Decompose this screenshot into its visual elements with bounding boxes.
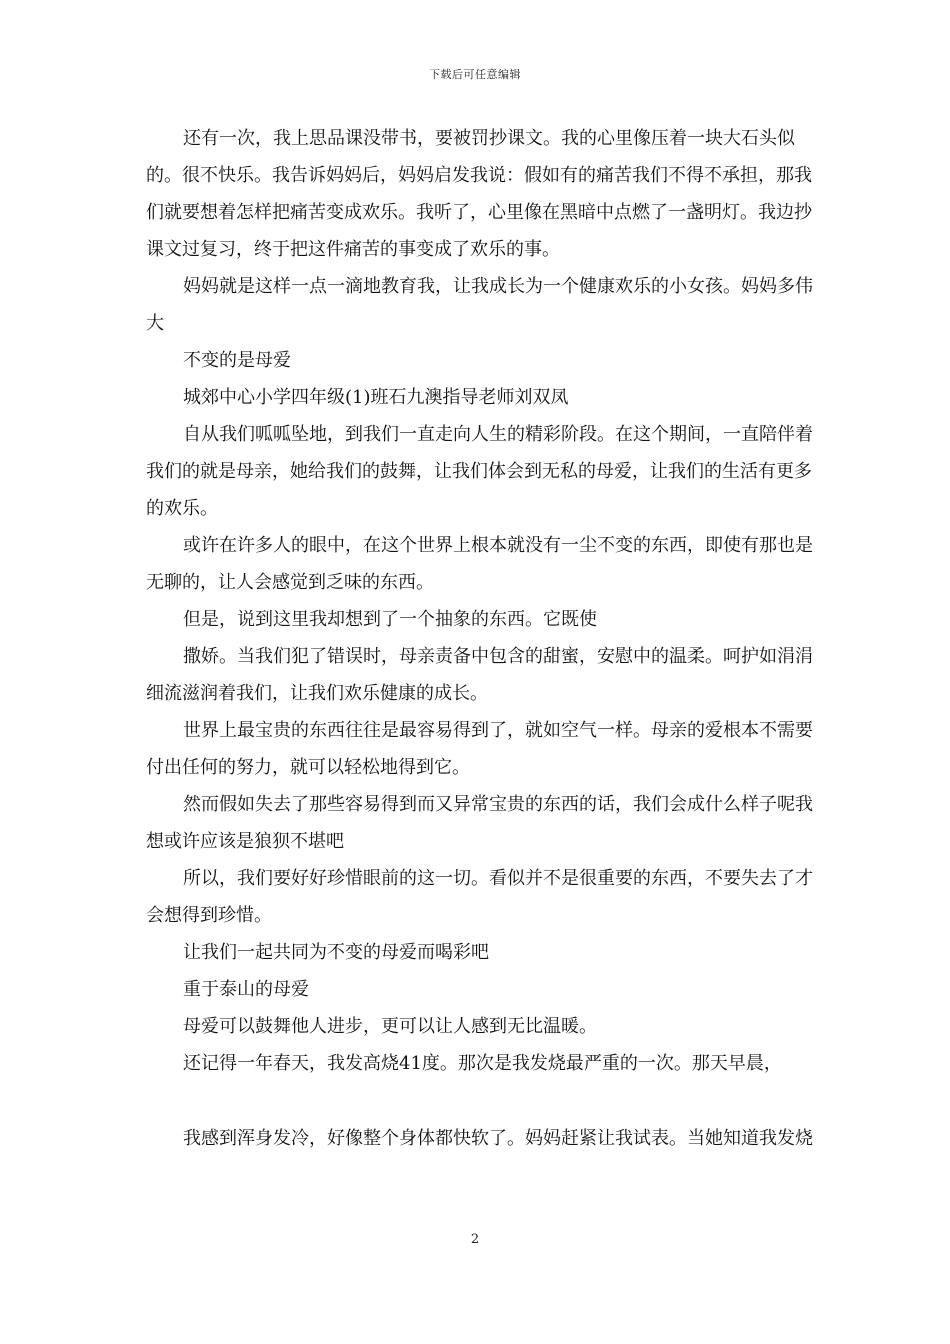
paragraph: 还有一次，我上思品课没带书，要被罚抄课文。我的心里像压着一块大石头似的。很不快乐。我告诉妈妈后，妈妈启发我说：假如有的痛苦我们不得不承担，那我们就要想着怎样把痛苦变成欢乐。我听了，心里像在黑暗中点燃了一盏明灯。我边抄课文过复习，终于把这件痛苦的事变成了欢乐的事。 <box>146 128 812 260</box>
page-header: 下载后可任意编辑 <box>429 68 521 81</box>
paragraph: 让我们一起共同为不变的母爱而喝彩吧 <box>183 942 489 963</box>
paragraph: 所以，我们要好好珍惜眼前的这一切。看似并不是很重要的东西，不要失去了才会想得到珍惜。 <box>146 868 813 926</box>
author-line: 城郊中心小学四年级(1)班石九澳指导老师刘双凤 <box>183 387 569 408</box>
paragraph: 然而假如失去了那些容易得到而又异常宝贵的东西的话，我们会成什么样子呢我想或许应该是狼狈不堪吧 <box>146 794 813 852</box>
section-title: 重于泰山的母爱 <box>183 979 309 1000</box>
paragraph: 母爱可以鼓舞他人进步，更可以让人感到无比温暖。 <box>183 1016 597 1037</box>
section-title: 不变的是母爱 <box>183 350 291 371</box>
paragraph: 自从我们呱呱坠地，到我们一直走向人生的精彩阶段。在这个期间，一直陪伴着我们的就是母亲，她给我们的鼓舞，让我们体会到无私的母爱，让我们的生活有更多的欢乐。 <box>146 424 813 519</box>
document-body <box>146 120 816 1157</box>
paragraph: 妈妈就是这样一点一滴地教育我，让我成长为一个健康欢乐的小女孩。妈妈多伟大 <box>146 276 813 334</box>
paragraph: 世界上最宝贵的东西往往是最容易得到了，就如空气一样。母亲的爱根本不需要付出任何的努力，就可以轻松地得到它。 <box>146 720 813 778</box>
paragraph: 撒娇。当我们犯了错误时，母亲责备中包含的甜蜜，安慰中的温柔。呵护如涓涓细流滋润着我们，让我们欢乐健康的成长。 <box>146 646 813 704</box>
paragraph: 但是，说到这里我却想到了一个抽象的东西。它既使 <box>183 609 597 630</box>
paragraph: 我感到浑身发冷，好像整个身体都快软了。妈妈赶紧让我试表。当她知道我发烧 <box>183 1128 813 1149</box>
page-number: 2 <box>470 1232 480 1247</box>
paragraph: 还记得一年春天，我发高烧41度。那次是我发烧最严重的一次。那天早晨， <box>183 1053 782 1074</box>
paragraph-gap <box>146 1082 816 1120</box>
paragraph: 或许在许多人的眼中，在这个世界上根本就没有一尘不变的东西，即使有那也是无聊的，让人会感觉到乏味的东西。 <box>146 535 813 593</box>
